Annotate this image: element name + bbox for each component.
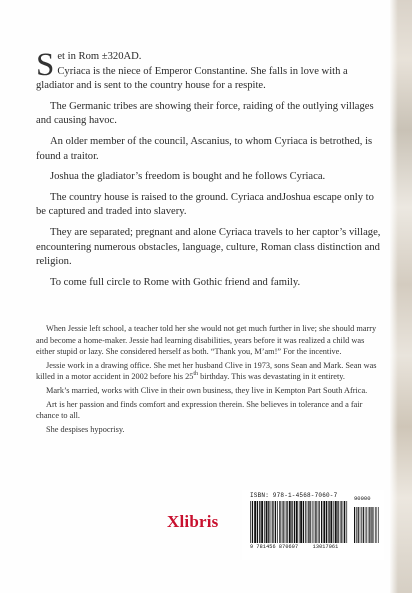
barcode-bar [291, 501, 292, 543]
barcode-bar [314, 501, 315, 543]
barcode-bar [309, 501, 310, 543]
barcode-bar [259, 501, 260, 543]
addon-bar [375, 507, 376, 543]
barcode-bar [346, 501, 347, 543]
bio-paragraph: When Jessie left school, a teacher told her she would not get much further in live; she should marry and become a home-maker. Jessie had learning disabilities, years before it was realized a child was either stupid or lazy. She considered herself as both. “Thank you, M’am!” For the incentive. [36, 324, 377, 357]
addon-bar [374, 507, 375, 543]
barcode-bar [283, 501, 284, 543]
bio-paragraph [36, 360, 384, 383]
author-bio [36, 323, 384, 437]
barcode-bar [305, 501, 306, 543]
barcode-bar [307, 501, 308, 543]
barcode-bar [303, 501, 304, 543]
barcode-bar [333, 501, 334, 543]
addon-bar [358, 507, 359, 543]
barcode-bar [326, 501, 327, 543]
addon-bar [371, 507, 372, 543]
synopsis-paragraph: An older member of the council, Ascanius, to whom Cyriaca is betrothed, is found a traitor. [36, 135, 373, 162]
barcode-bar [296, 501, 298, 543]
barcode-bar [286, 501, 287, 543]
addon-bar [365, 507, 366, 543]
barcode-bar [279, 501, 280, 543]
barcode-bar [343, 501, 344, 543]
addon-code: 13017061 [312, 544, 339, 550]
barcode-bars [248, 501, 380, 543]
addon-bar [378, 507, 379, 543]
barcode-bar [318, 501, 319, 543]
barcode-bar [321, 501, 322, 543]
barcode-bar [308, 501, 309, 543]
barcode-bar [323, 501, 325, 543]
bio-text: birthday. This was devastating in it entirety. [198, 372, 345, 382]
synopsis-paragraph: They are separated; pregnant and alone Cyriaca travels to her captor’s village, encountering numerous obstacles, language, culture, Roman class distinction and religion. [36, 226, 381, 268]
bio-paragraph: She despises hypocrisy. [46, 424, 125, 434]
barcode-bar [319, 501, 320, 543]
synopsis-paragraph [36, 47, 384, 94]
addon-bar [356, 507, 357, 543]
synopsis-text: Cyriaca is the niece of Emperor Constantine. She falls in love with a gladiator and is sent to the country house for a respite. [36, 65, 348, 92]
ean-digits: 9 781456 870607 [250, 544, 299, 550]
barcode-bar [272, 501, 273, 543]
barcode-bar [300, 501, 302, 543]
barcode-bar [330, 501, 332, 543]
barcode-bar [273, 501, 274, 543]
addon-bar [366, 507, 367, 543]
barcode-bar [335, 501, 337, 543]
addon-bar [360, 507, 361, 543]
barcode-bar [294, 501, 295, 543]
synopsis-paragraph: To come full circle to Rome with Gothic friend and family. [50, 276, 301, 288]
barcode-bar [280, 501, 281, 543]
barcode-bar [277, 501, 278, 543]
barcode-bar [315, 501, 316, 543]
barcode-bar [268, 501, 269, 543]
barcode-bar [275, 501, 276, 543]
barcode-bar [252, 501, 253, 543]
barcode-bar [254, 501, 256, 543]
synopsis-paragraph: Joshua the gladiator’s freedom is bought and he follows Cyriaca. [50, 171, 326, 183]
barcode-digits [250, 544, 338, 550]
synopsis-paragraph: The country house is raised to the ground. Cyriaca andJoshua escape only to be captured and traded into slavery. [36, 191, 374, 218]
barcode-bar [341, 501, 342, 543]
publisher-logo: Xlibris [167, 512, 219, 531]
page-edge-strip [390, 0, 412, 593]
addon-bar [369, 507, 370, 543]
barcode-bar [282, 501, 283, 543]
bio-paragraph: Mark’s married, works with Clive in their own business, they live in Kempton Part South Africa. [46, 385, 368, 395]
addon-bar [368, 507, 369, 543]
bio-paragraph: Art is her passion and finds comfort and expression therein. She believes in tolerance and a fair chance to all. [36, 399, 363, 421]
barcode-bar [264, 501, 265, 543]
barcode-bar [257, 501, 258, 543]
barcode-bar [250, 501, 251, 543]
bio-text: Jessie work in a drawing office. She met her husband Clive in 1973, sons Sean and Mark. Sean was killed in a motor accident in 2002 before his 25 [36, 360, 377, 382]
drop-cap: S [36, 47, 55, 83]
barcode-bar [328, 501, 329, 543]
book-synopsis [36, 47, 384, 296]
addon-bar [377, 507, 378, 543]
addon-digits: 90000 [354, 495, 371, 502]
barcode-bar [261, 501, 263, 543]
ordinal-suffix: th [193, 371, 199, 378]
addon-bar [361, 507, 362, 543]
barcode-bar [266, 501, 268, 543]
barcode-bar [344, 501, 345, 543]
synopsis-paragraph: The Germanic tribes are showing their force, raiding of the outlying villages and causing havoc. [36, 100, 374, 127]
isbn-number: ISBN: 978-1-4568-7060-7 [250, 492, 338, 499]
isbn-barcode [242, 490, 384, 560]
barcode-bar [312, 501, 313, 543]
barcode-bar [337, 501, 338, 543]
addon-bar [363, 507, 364, 543]
barcode-bar [285, 501, 286, 543]
addon-bar [354, 507, 355, 543]
barcode-bar [299, 501, 300, 543]
barcode-bar [289, 501, 291, 543]
barcode-bar [316, 501, 317, 543]
barcode-bar [271, 501, 272, 543]
barcode-bar [340, 501, 341, 543]
synopsis-opening: et in Rom ±320AD. [57, 51, 142, 62]
